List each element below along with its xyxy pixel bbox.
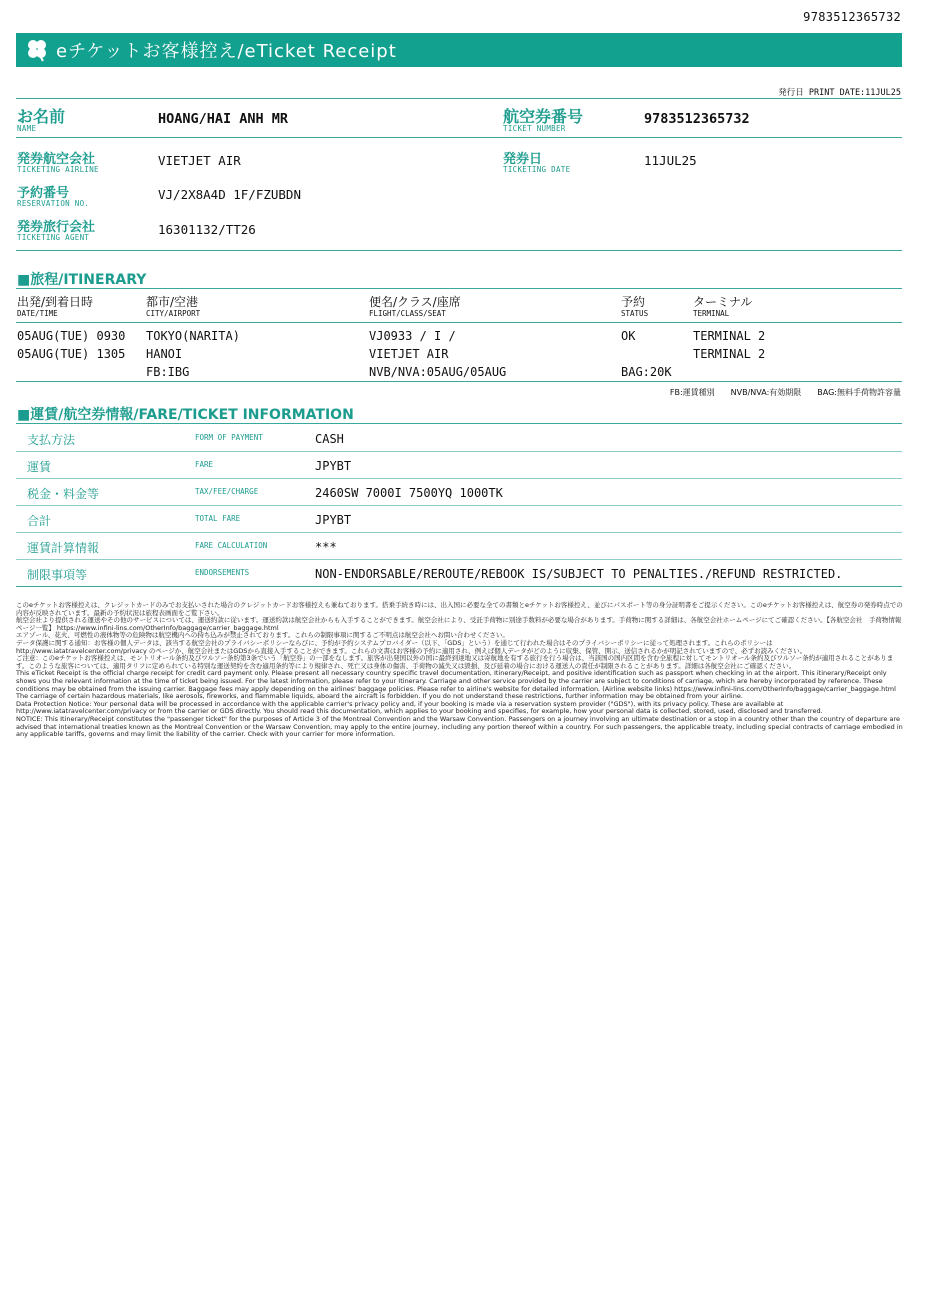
notes-block [16, 602, 904, 739]
airline-label-jp: 発券航空会社 [17, 152, 96, 167]
itinerary-legend: FB:運賃種別 NVB/NVA:有効期限 BAG:無料手荷物許容量 [669, 388, 901, 397]
itinerary-header-status-jp: 予約 [621, 295, 646, 309]
fare-label-jp: 支払方法 [27, 433, 76, 447]
note-paragraph: エアゾール、花火、可燃性の液体物等の危険物は航空機内への持ち込みが禁止されております。これらの制限事項に関するご不明点は航空会社へお問い合わせください。 [16, 631, 509, 640]
itinerary-header-date-en: DATE/TIME [17, 309, 58, 318]
fare-title: ■運賃/航空券情報/FARE/TICKET INFORMATION [17, 407, 354, 423]
itinerary-header-date-jp: 出発/到着日時 [17, 295, 94, 309]
itinerary-cell: 05AUG(TUE) 1305 [17, 347, 126, 361]
reservation-label-jp: 予約番号 [17, 186, 70, 201]
itinerary-cell: OK [621, 329, 636, 343]
fare-label-en: FARE [195, 460, 214, 469]
fare-label-jp: 運賃計算情報 [27, 541, 100, 555]
tax-fee-charge: 2460SW 7000I 7500YQ 1000TK [315, 486, 503, 500]
fare-label-en: FORM OF PAYMENT [195, 433, 263, 442]
agent-label-jp: 発券旅行会社 [17, 220, 96, 235]
itinerary-header-flight-en: FLIGHT/CLASS/SEAT [369, 309, 446, 318]
note-paragraph: Data Protection Notice: Your personal data will be processed in accordance with the applicable carrier's privacy policy and, if your booking is made via a reservation system provider ("GDS"), with its privacy policy. These are available at http://www.iatatravelcenter.com/privacy or from the carrier or GDS directly. You should read this documentation, which applies to your booking and specifies, for example, how your personal data is collected, stored, used, disclosed and transferred. [16, 699, 823, 716]
fare-calculation: *** [315, 540, 337, 554]
ticket-label-en: TICKET NUMBER [503, 124, 566, 133]
agent-label-en: TICKETING AGENT [17, 233, 90, 242]
page-title: eチケットお客様控え/eTicket Receipt [56, 41, 397, 62]
fare-label-jp: 制限事項等 [27, 568, 88, 582]
itinerary-title: ■旅程/ITINERARY [17, 272, 147, 288]
note-paragraph: ご注意：このeチケットお客様控えは、モントリオール条約及びワルソー条約第3条でいう「航空券」の一部をなします。旅客が出発国以外の国に最終到達地又は寄航地を有する旅行を行う場合は、当該国の国内区間を含む全旅程に対してモントリオール条約及びワルソー条約が適用されることがあります。このような旅客については、適用タリフに定められている特別な運送契約を含む適用条約等により規律され、死亡又は身体の傷害、手荷物の滅失又は毀損、及び延着の場合における運送人の責任が制限されることがあります。詳細は各航空会社にご確認ください。 [16, 654, 894, 670]
reservation-label-en: RESERVATION NO. [17, 199, 90, 208]
fare-label-en: TAX/FEE/CHARGE [195, 487, 259, 496]
itinerary-cell: VJ0933 / I / [369, 329, 456, 343]
header-banner [16, 33, 902, 67]
fare-label-jp: 合計 [27, 514, 52, 528]
endorsements: NON-ENDORSABLE/REROUTE/REBOOK IS/SUBJECT TO PENALTIES./REFUND RESTRICTED. [315, 567, 843, 581]
itinerary-cell: FB:IBG [146, 365, 190, 379]
itinerary-header-flight-jp: 便名/クラス/座席 [369, 295, 461, 309]
fare-label-en: TOTAL FARE [195, 514, 241, 523]
itinerary-header-city-en: CITY/AIRPORT [146, 309, 201, 318]
note-paragraph: This eTicket Receipt is the official charge receipt for credit card payment only. Please present all necessary country specific travel documentation, Itinerary/Receipt, and positive identification such as passport when checking in at the airport. This itinerary/Receipt only shows you the relevant information at the time of ticket being issued. For the latest information, please refer to your Itinerary. Carriage and other service provided by the carrier are subject to conditions of carriage, which are hereby incorporated by reference. These conditions may be obtained from the issuing carrier. Baggage fees may apply depending on the airlines' baggage policies. Please refer to airline's website for detailed information. (Airline website links) https://www.infini-lins.com/OtherInfo/baggage/carrier_baggage.html [16, 669, 896, 693]
itinerary-cell: 05AUG(TUE) 0930 [17, 329, 126, 343]
clover-icon [24, 37, 50, 63]
note-paragraph: データ保護に関する通知：お客様の個人データは、該当する航空会社のプライバシーポリシーならびに、予約が予約システムプロバイダー（以下、「GDS」という）を通じて行われた場合はそのプライバシーポリシーに従って処理されます。これらのポリシーは http://www.iatatravelcenter.com/privacy のページか、航空会社またはGDSから直接入手することができます。これらの文書はお客様の予約に適用され、例えば個人データがどのように収集、保管、開示、送信されるかが明記されていますので、必ずお読みください。 [16, 638, 807, 655]
ticketing-airline: VIETJET AIR [158, 153, 241, 168]
fare-amount: JPYBT [315, 459, 352, 473]
ticket-label-jp: 航空券番号 [503, 107, 584, 126]
print-date: 発行日 PRINT DATE:11JUL25 [778, 88, 901, 98]
note-paragraph: NOTICE: This Itinerary/Receipt constitutes the "passenger ticket" for the purposes of Article 3 of the Montreal Convention and the Warsaw Convention. Passengers on a journey involving an ultimate destination or a stop in a country other than the country of departure are advised that international treaties known as the Montreal Convention or the Warsaw Convention, may apply to the entire journey, including any portion thereof within a country. For such passengers, the applicable treaty, including special contracts of carriage embodied in any applicable tariffs, governs and may limit the liability of the carrier. Check with your carrier for more information. [16, 714, 903, 739]
note-paragraph: The carriage of certain hazardous materials, like aerosols, fireworks, and flammable liquids, aboard the aircraft is forbidden. If you do not understand these restrictions, further information may be obtained from your airline. [16, 692, 743, 701]
reservation-number: VJ/2X8A4D 1F/FZUBDN [158, 187, 301, 202]
total-fare: JPYBT [315, 513, 352, 527]
itinerary-header-city-jp: 都市/空港 [146, 295, 199, 309]
ticketing-agent: 16301132/TT26 [158, 222, 256, 237]
itinerary-cell: VIETJET AIR [369, 347, 449, 361]
airline-label-en: TICKETING AIRLINE [17, 165, 99, 174]
top-ticket-number: 9783512365732 [803, 10, 901, 24]
date-label-jp: 発券日 [503, 152, 543, 167]
form-of-payment: CASH [315, 432, 344, 446]
fare-label-jp: 運賃 [27, 460, 52, 474]
itinerary-header-status-en: STATUS [621, 309, 649, 318]
itinerary-cell: HANOI [146, 347, 183, 361]
itinerary-cell: TERMINAL 2 [693, 347, 766, 361]
fare-label-en: ENDORSEMENTS [195, 568, 250, 577]
itinerary-header-terminal-en: TERMINAL [693, 309, 730, 318]
name-label-jp: お名前 [17, 107, 66, 126]
passenger-name: HOANG/HAI ANH MR [158, 111, 289, 127]
ticket-number: 9783512365732 [644, 111, 750, 127]
itinerary-cell: BAG:20K [621, 365, 672, 379]
name-label-en: NAME [17, 124, 37, 133]
itinerary-cell: TERMINAL 2 [693, 329, 766, 343]
itinerary-cell: TOKYO(NARITA) [146, 329, 240, 343]
note-paragraph: 航空会社より提供される運送やその他のサービスについては、運送約款に従います。運送約款は航空会社からも入手することができます。航空会社により、受託手荷物に別途手数料が必要な場合があります。手荷物に関する詳細は、各航空会社ホームページにてご確認ください。【各航空会社 手荷物情報ページ一覧】 https://www.infini-lins.com/OtherInfo/baggage/carrier_baggage.html [16, 616, 902, 632]
fare-label-en: FARE CALCULATION [195, 541, 268, 550]
itinerary-header-terminal-jp: ターミナル [693, 295, 753, 309]
ticketing-date: 11JUL25 [644, 153, 697, 168]
date-label-en: TICKETING DATE [503, 165, 571, 174]
fare-label-jp: 税金・料金等 [27, 487, 100, 501]
itinerary-cell: NVB/NVA:05AUG/05AUG [369, 365, 507, 379]
note-paragraph: このeチケットお客様控えは、クレジットカードのみでお支払いされた場合のクレジットカードお客様控えも兼ねております。搭乗手続き時には、出入国に必要な全ての書類とeチケットお客様控え、並びにパスポート等の身分証明書をご提示ください。このeチケットお客様控えは、航空券の発券時点での内容が反映されています。最新の予約状況は旅程表画面をご覧下さい。 [16, 601, 903, 617]
